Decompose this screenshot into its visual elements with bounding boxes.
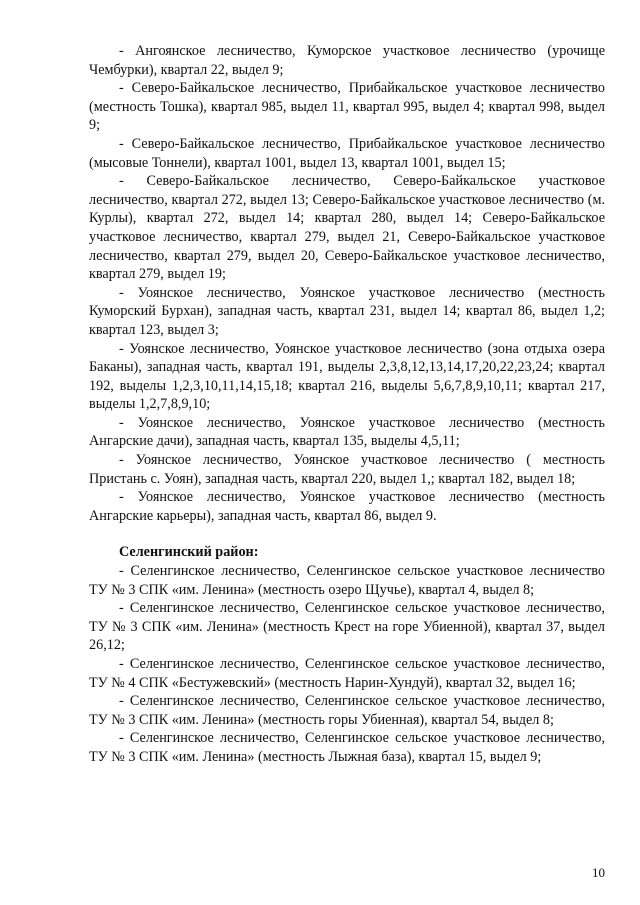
list-item: - Северо-Байкальское лесничество, Северо-Байкальское участковое лесничество, квартал 272, выдел 13; Северо-Байкальское участковое лесничество (м. Курлы), квартал 272, выдел 14; квартал 280, выдел 14; Северо-Байкальское участковое лесничество, квартал 279, выдел 21, Северо-Байкальское участковое лесничество, квартал 279, выдел 20, Северо-Байкальское участковое лесничество, квартал 279, выдел 19; <box>89 173 605 283</box>
list-item: - Уоянское лесничество, Уоянское участковое лесничество ( местность Пристань с. Уоян), западная часть, квартал 220, выдел 1,; квартал 182, выдел 18; <box>89 452 605 487</box>
list-item: - Северо-Байкальское лесничество, Прибайкальское участковое лесничество (местность Тошка), квартал 985, выдел 11, квартал 995, выдел 4; квартал 998, выдел 9; <box>89 80 605 134</box>
list-item: - Селенгинское лесничество, Селенгинское сельское участковое лесничество, ТУ № 3 СПК «им. Ленина» (местность Лыжная база), квартал 15, выдел 9; <box>89 730 605 765</box>
page-number: 10 <box>592 865 605 880</box>
list-item: - Уоянское лесничество, Уоянское участковое лесничество (зона отдыха озера Баканы), западная часть, квартал 191, выделы 2,3,8,12,13,14,17,20,22,23,24; квартал 192, выделы 1,2,3,10,11,14,15,18; квартал 216, выделы 5,6,7,8,9,10,11; квартал 217, выделы 1,2,7,8,9,10; <box>89 340 605 413</box>
list-item: - Селенгинское лесничество, Селенгинское сельское участковое лесничество, ТУ № 3 СПК «им. Ленина» (местность Крест на горе Убиенной), квартал 37, выдел 26,12; <box>89 600 605 654</box>
section-heading: Селенгинский район: <box>119 544 259 561</box>
list-item: - Уоянское лесничество, Уоянское участковое лесничество (местность Ангарские дачи), западная часть, квартал 135, выделы 4,5,11; <box>89 414 605 450</box>
list-item: - Северо-Байкальское лесничество, Прибайкальское участковое лесничество (мысовые Тоннели), квартал 1001, выдел 13, квартал 1001, выдел 15; <box>89 135 605 171</box>
list-item: - Ангоянское лесничество, Куморское участковое лесничество (урочище Чембурки), квартал 22, выдел 9; <box>89 43 605 78</box>
list-item: - Селенгинское лесничество, Селенгинское сельское участковое лесничество, ТУ № 4 СПК «Бестужевский» (местность Нарин-Хундуй), квартал 32, выдел 16; <box>89 656 605 691</box>
list-item: - Селенгинское лесничество, Селенгинское сельское участковое лесничество, ТУ № 3 СПК «им. Ленина» (местность горы Убиенная), квартал 54, выдел 8; <box>89 693 605 728</box>
list-item: - Уоянское лесничество, Уоянское участковое лесничество (местность Ангарские карьеры), западная часть, квартал 86, выдел 9. <box>89 489 605 524</box>
section-spacer <box>89 525 605 543</box>
list-item: - Уоянское лесничество, Уоянское участковое лесничество (местность Куморский Бурхан), западная часть, квартал 231, выдел 14; квартал 86, выдел 1,2; квартал 123, выдел 3; <box>89 284 605 338</box>
document-page <box>89 42 605 767</box>
list-item: - Селенгинское лесничество, Селенгинское сельское участковое лесничество ТУ № 3 СПК «им. Ленина» (местность озеро Щучье), квартал 4, выдел 8; <box>89 563 605 598</box>
